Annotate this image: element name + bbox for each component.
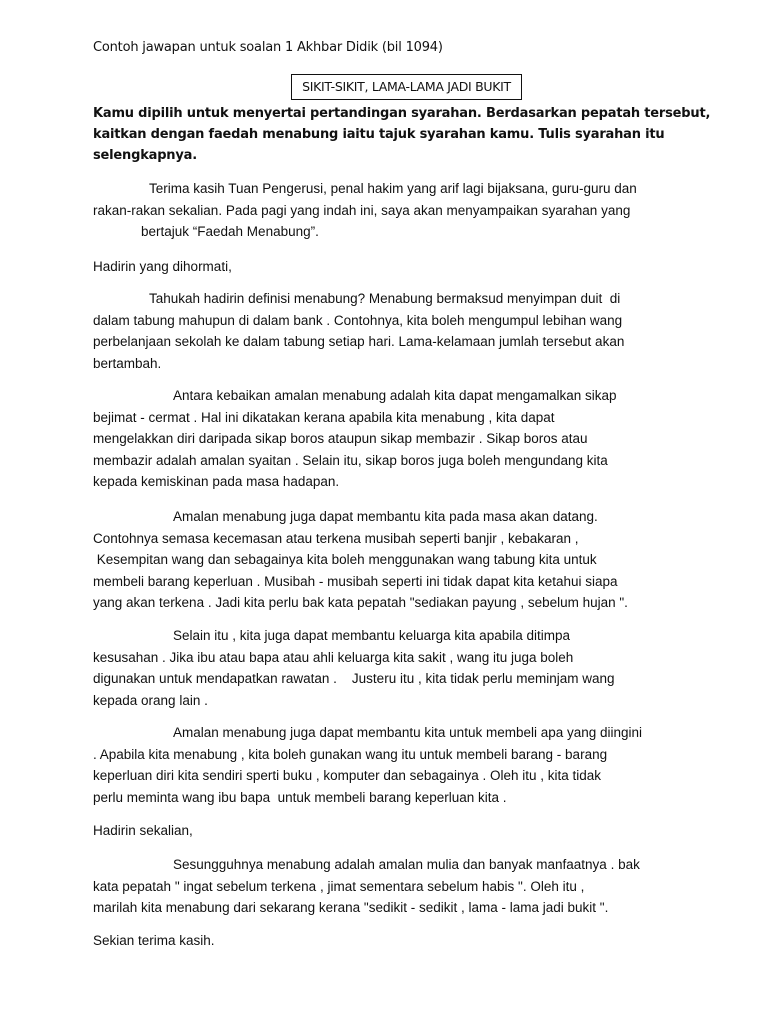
paragraph-line: bertambah. [93,355,162,371]
paragraph-line: Sekian terima kasih. [93,933,215,948]
paragraph-line: Tahukah hadirin definisi menabung? Menabung bermaksud menyimpan duit di [149,291,621,306]
title-box: SIKIT-SIKIT, LAMA-LAMA JADI BUKIT [291,74,522,100]
paragraph-line: Hadirin sekalian, [93,823,193,838]
paragraph-line: Sesungguhnya menabung adalah amalan mulia dan banyak manfaatnya . bak [173,857,640,872]
speech-paragraph-definition [93,288,678,374]
paragraph-line: Kesempitan wang dan sebagainya kita boleh menggunakan wang tabung kita untuk [93,552,597,567]
paragraph-line: perlu meminta wang ibu bapa untuk membeli barang keperluan kita . [93,789,507,805]
question-line: Kamu dipilih untuk menyertai pertandingan syarahan. Berdasarkan pepatah tersebut, [93,106,711,121]
paragraph-line: kata pepatah " ingat sebelum terkena , jimat sementara sebelum habis ". Oleh itu , [93,878,585,894]
speech-paragraph-benefit-4 [93,722,678,808]
speech-paragraph-opening [93,178,678,243]
paragraph-line: Antara kebaikan amalan menabung adalah kita dapat mengamalkan sikap [173,388,617,403]
speech-paragraph-benefit-1 [93,385,678,493]
paragraph-line: membazir adalah amalan syaitan . Selain itu, sikap boros juga boleh mengundang kita [93,452,608,468]
question-line: kaitkan dengan faedah menabung iaitu tajuk syarahan kamu. Tulis syarahan itu [93,127,665,142]
speech-closing [93,930,678,952]
speech-paragraph-benefit-2 [93,506,678,614]
paragraph-line: Amalan menabung juga dapat membantu kita untuk membeli apa yang diingini [173,725,643,740]
paragraph-line: keperluan diri kita sendiri sperti buku , komputer dan sebagainya . Oleh itu , kita tidak [93,768,602,783]
paragraph-line: perbelanjaan sekolah ke dalam tabung setiap hari. Lama-kelamaan jumlah tersebut akan [93,334,625,349]
question-text [93,103,711,166]
paragraph-line: kesusahan . Jika ibu atau bapa atau ahli keluarga kita sakit , wang itu juga boleh [93,649,574,665]
speech-paragraph-benefit-3 [93,625,678,711]
paragraph-line: Contohnya semasa kecemasan atau terkena musibah seperti banjir , kebakaran , [93,530,579,546]
speech-greeting-closing [93,820,678,842]
paragraph-line: . Apabila kita menabung , kita boleh gunakan wang itu untuk membeli barang - barang [93,746,608,762]
paragraph-line: Terima kasih Tuan Pengerusi, penal hakim yang arif lagi bijaksana, guru-guru dan [149,181,637,196]
paragraph-line: yang akan terkena . Jadi kita perlu bak kata pepatah "sediakan payung , sebelum hujan ". [93,595,628,610]
paragraph-line: marilah kita menabung dari sekarang kerana "sedikit - sedikit , lama - lama jadi bukit ". [93,900,609,915]
speech-greeting [93,256,678,278]
speech-paragraph-conclusion [93,854,678,919]
paragraph-line: Amalan menabung juga dapat membantu kita pada masa akan datang. [173,509,598,524]
document-header: Contoh jawapan untuk soalan 1 Akhbar Didik (bil 1094) [93,40,443,55]
paragraph-line: rakan-rakan sekalian. Pada pagi yang indah ini, saya akan menyampaikan syarahan yang [93,202,631,218]
paragraph-line: Hadirin yang dihormati, [93,259,232,274]
paragraph-line: Selain itu , kita juga dapat membantu keluarga kita apabila ditimpa [173,628,570,643]
paragraph-line: dalam tabung mahupun di dalam bank . Contohnya, kita boleh mengumpul lebihan wang [93,312,623,328]
paragraph-line: membeli barang keperluan . Musibah - musibah seperti ini tidak dapat kita ketahui siapa [93,573,618,589]
paragraph-line: digunakan untuk mendapatkan rawatan . Justeru itu , kita tidak perlu meminjam wang [93,671,615,686]
question-line: selengkapnya. [93,148,197,163]
paragraph-line: kepada kemiskinan pada masa hadapan. [93,474,340,489]
paragraph-line: mengelakkan diri daripada sikap boros ataupun sikap membazir . Sikap boros atau [93,431,588,446]
paragraph-line: bejimat - cermat . Hal ini dikatakan kerana apabila kita menabung , kita dapat [93,409,555,425]
paragraph-line: kepada orang lain . [93,692,208,708]
paragraph-line: bertajuk “Faedah Menabung”. [141,224,319,239]
